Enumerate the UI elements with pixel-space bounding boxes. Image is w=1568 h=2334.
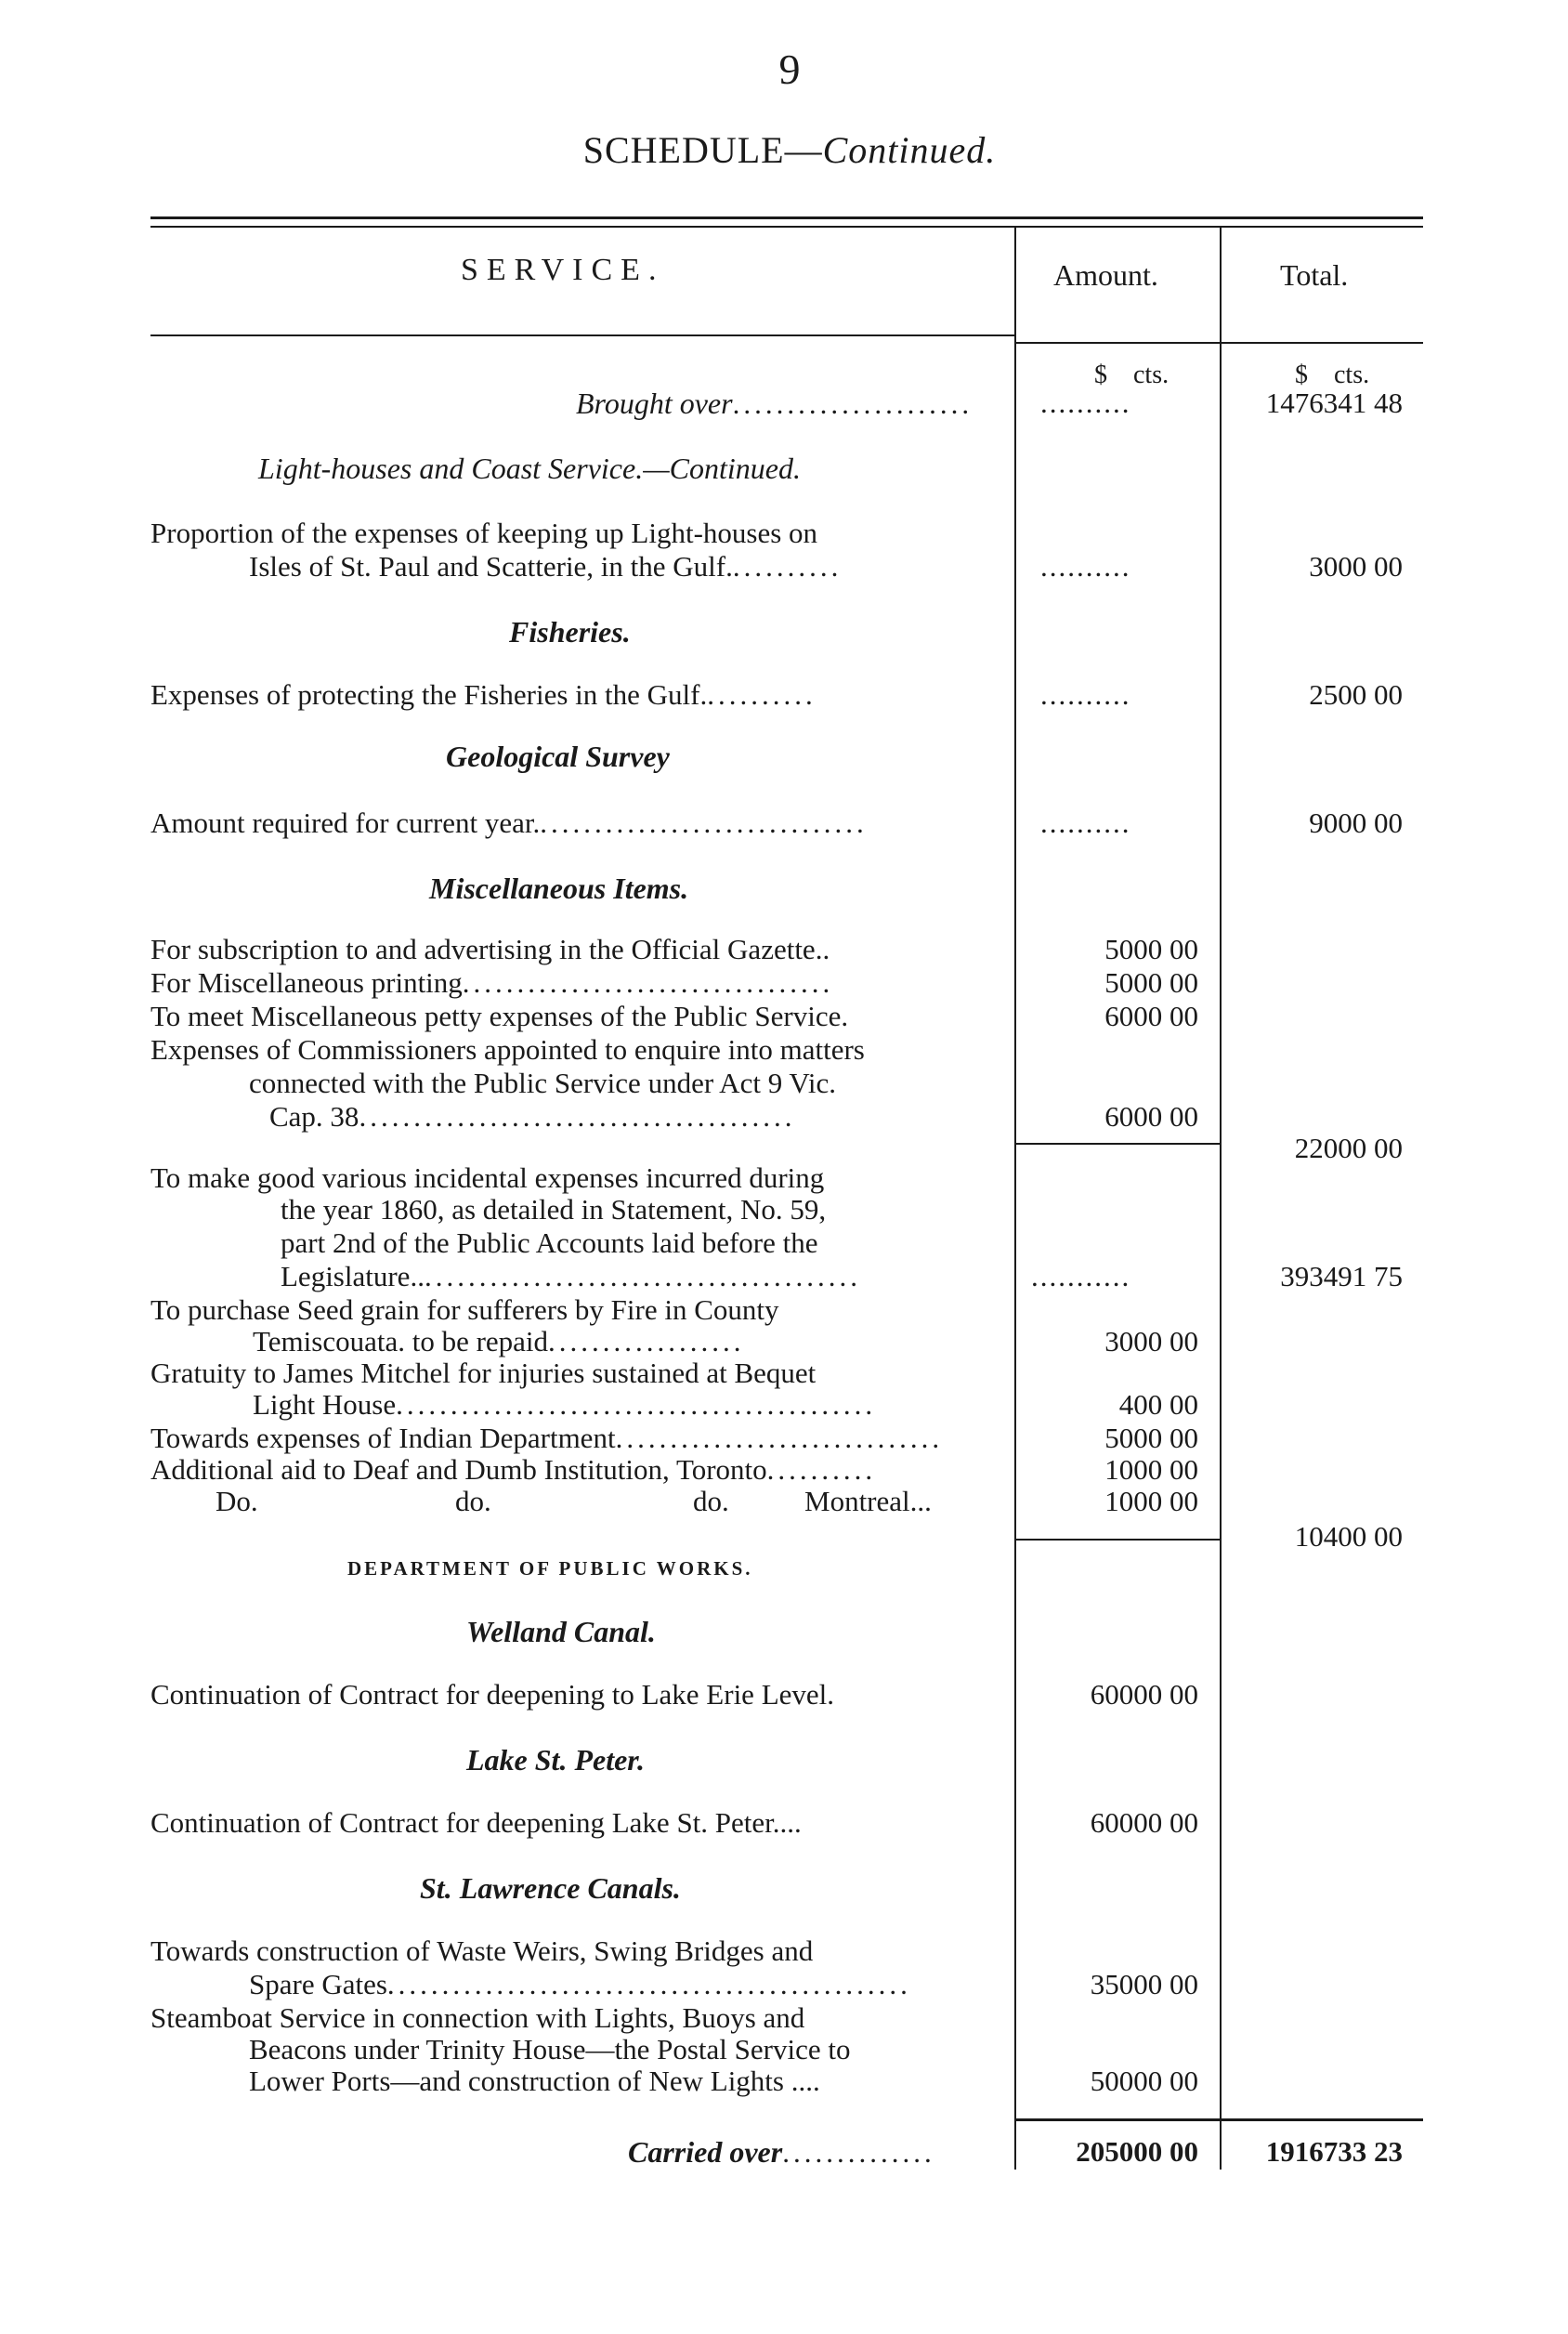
page-number: 9 xyxy=(778,46,801,93)
carried-rule-amount xyxy=(1016,2118,1220,2121)
misc-line-4a: Expenses of Commissioners appointed to enquire into matters xyxy=(150,1033,865,1066)
misc-line-4b: connected with the Public Service under Act 9 Vic. xyxy=(249,1067,837,1099)
misc-line-9-text: Additional aid to Deaf and Dumb Institution, Toronto xyxy=(150,1453,767,1486)
heading-main: SCHEDULE— xyxy=(582,129,823,171)
misc-line-4c-text: Cap. 38 xyxy=(269,1100,359,1133)
misc-line-4c: Cap. 38 ........................................ xyxy=(269,1100,796,1133)
misc-line-10-do-2: do. xyxy=(455,1485,491,1517)
misc-subtotal: 22000 00 xyxy=(1294,1132,1403,1164)
misc-line-10-do-1: Do. xyxy=(216,1485,258,1517)
column-divider-left xyxy=(1014,228,1016,2170)
section-geological: Geological Survey xyxy=(446,740,670,773)
misc-line-3: To meet Miscellaneous petty expenses of the Public Service. xyxy=(150,1000,849,1032)
misc-amount-2: 5000 00 xyxy=(1104,966,1198,999)
top-rule xyxy=(150,216,1423,219)
welland-amount: 60000 00 xyxy=(1090,1678,1198,1711)
lighthouse-line-2: Isles of St. Paul and Scatterie, in the Gulf. .......... xyxy=(249,550,843,583)
misc-line-10-do-3: do. xyxy=(693,1485,729,1517)
misc-line-7b-text: Light House xyxy=(253,1388,397,1421)
subtotal-rule-1 xyxy=(1016,1143,1220,1145)
fisheries-line: Expenses of protecting the Fisheries in the Gulf. .......... xyxy=(150,678,817,711)
subtotal-rule-2 xyxy=(1016,1539,1220,1541)
misc-amount-9: 1000 00 xyxy=(1104,1453,1198,1486)
section-public-works: DEPARTMENT OF PUBLIC WORKS. xyxy=(347,1557,753,1580)
misc-line-9: Additional aid to Deaf and Dumb Institution, Toronto .......... xyxy=(150,1453,877,1486)
misc-line-5d: Legislature.. ........................................ xyxy=(281,1260,861,1292)
section-fisheries: Fisheries. xyxy=(509,615,631,649)
lake-st-peter-amount: 60000 00 xyxy=(1090,1806,1198,1839)
misc-line-5a: To make good various incidental expenses incurred during xyxy=(150,1161,825,1194)
carried-over-amount: 205000 00 xyxy=(1076,2135,1198,2168)
carried-over-label: Carried over xyxy=(628,2135,783,2169)
welland-line: Continuation of Contract for deepening to Lake Erie Level. xyxy=(150,1678,835,1711)
misc-amount-6: 3000 00 xyxy=(1104,1325,1198,1357)
misc-line-5d-text: Legislature.. xyxy=(281,1260,425,1292)
lighthouse-total: 3000 00 xyxy=(1309,550,1403,583)
misc-subtotal-2: 10400 00 xyxy=(1294,1520,1403,1553)
misc-line-6b-text: Temiscouata. to be repaid xyxy=(253,1325,549,1357)
misc-amount-10: 1000 00 xyxy=(1104,1485,1198,1517)
header-rule-amount xyxy=(1016,342,1220,344)
misc-line-8-text: Towards expenses of Indian Department xyxy=(150,1422,616,1454)
section-lighthouses: Light-houses and Coast Service.—Continued. xyxy=(258,452,801,485)
st-lawrence-line-2a: Steamboat Service in connection with Lights, Buoys and xyxy=(150,2001,805,2034)
st-lawrence-line-1b: Spare Gates ................................................ xyxy=(249,1968,911,2000)
misc-line-2-text: For Miscellaneous printing xyxy=(150,966,463,999)
section-lake-st-peter: Lake St. Peter. xyxy=(466,1743,645,1777)
amount-units: $ cts. xyxy=(1094,361,1169,389)
misc-line-5b: the year 1860, as detailed in Statement, No. 59, xyxy=(281,1193,827,1226)
brought-over-total: 1476341 48 xyxy=(1265,387,1403,419)
misc-amount-7: 400 00 xyxy=(1118,1388,1198,1421)
misc-amount-4: 6000 00 xyxy=(1104,1100,1198,1133)
geological-line: Amount required for current year. .............................. xyxy=(150,806,868,839)
section-welland: Welland Canal. xyxy=(466,1615,656,1648)
misc-line-6b: Temiscouata. to be repaid .................. xyxy=(253,1325,745,1357)
column-header-service: SERVICE. xyxy=(461,253,665,287)
header-rule-total xyxy=(1222,342,1423,344)
st-lawrence-line-2c: Lower Ports—and construction of New Lights .... xyxy=(249,2065,820,2097)
header-rule xyxy=(150,334,1014,336)
brought-over-label: Brought over xyxy=(576,387,733,420)
column-divider-right xyxy=(1220,228,1222,2170)
misc-amount-1: 5000 00 xyxy=(1104,933,1198,965)
lake-st-peter-line: Continuation of Contract for deepening Lake St. Peter.... xyxy=(150,1806,802,1839)
top-rule-thin xyxy=(150,226,1423,228)
misc-line-10-place: Montreal... xyxy=(804,1485,932,1517)
section-st-lawrence: St. Lawrence Canals. xyxy=(420,1871,681,1905)
total-units: $ cts. xyxy=(1295,361,1370,389)
amount-dots: ........... xyxy=(1031,1260,1131,1292)
amount-dots: .......... xyxy=(1040,387,1131,419)
misc-line-8: Towards expenses of Indian Department .............................. xyxy=(150,1422,944,1454)
misc-line-6a: To purchase Seed grain for sufferers by Fire in County xyxy=(150,1293,779,1326)
misc-amount-8: 5000 00 xyxy=(1104,1422,1198,1454)
geological-line-text: Amount required for current year. xyxy=(150,806,541,839)
section-miscellaneous: Miscellaneous Items. xyxy=(429,872,689,905)
fisheries-total: 2500 00 xyxy=(1309,678,1403,711)
amount-dots: .......... xyxy=(1040,678,1131,711)
st-lawrence-line-1a: Towards construction of Waste Weirs, Swing Bridges and xyxy=(150,1934,814,1967)
misc-total-5: 393491 75 xyxy=(1280,1260,1403,1292)
st-lawrence-line-1b-text: Spare Gates xyxy=(249,1968,387,2000)
column-header-total: Total. xyxy=(1280,258,1349,292)
brought-over-row: Brought over ...................... xyxy=(576,387,973,420)
misc-line-7b: Light House ............................................ xyxy=(253,1388,877,1421)
st-lawrence-amount-2: 50000 00 xyxy=(1090,2065,1198,2097)
fisheries-line-text: Expenses of protecting the Fisheries in the Gulf. xyxy=(150,678,708,711)
misc-line-2: For Miscellaneous printing .................................. xyxy=(150,966,834,999)
st-lawrence-amount-1: 35000 00 xyxy=(1090,1968,1198,2000)
geological-total: 9000 00 xyxy=(1309,806,1403,839)
misc-line-1: For subscription to and advertising in the Official Gazette.. xyxy=(150,933,830,965)
page-heading xyxy=(0,128,1568,172)
amount-dots: .......... xyxy=(1040,806,1131,839)
lighthouse-line-2-text: Isles of St. Paul and Scatterie, in the Gulf. xyxy=(249,550,733,583)
column-header-amount: Amount. xyxy=(1053,258,1158,292)
misc-line-5c: part 2nd of the Public Accounts laid before the xyxy=(281,1226,818,1259)
carried-over-row: Carried over .............. xyxy=(628,2135,935,2169)
lighthouse-line-1: Proportion of the expenses of keeping up Light-houses on xyxy=(150,517,818,549)
carried-rule-total xyxy=(1222,2118,1423,2121)
st-lawrence-line-2b: Beacons under Trinity House—the Postal Service to xyxy=(249,2033,851,2065)
amount-dots: .......... xyxy=(1040,550,1131,583)
heading-suffix: Continued. xyxy=(822,129,997,171)
misc-amount-3: 6000 00 xyxy=(1104,1000,1198,1032)
misc-line-7a: Gratuity to James Mitchel for injuries sustained at Bequet xyxy=(150,1357,817,1389)
carried-over-total: 1916733 23 xyxy=(1265,2135,1403,2168)
